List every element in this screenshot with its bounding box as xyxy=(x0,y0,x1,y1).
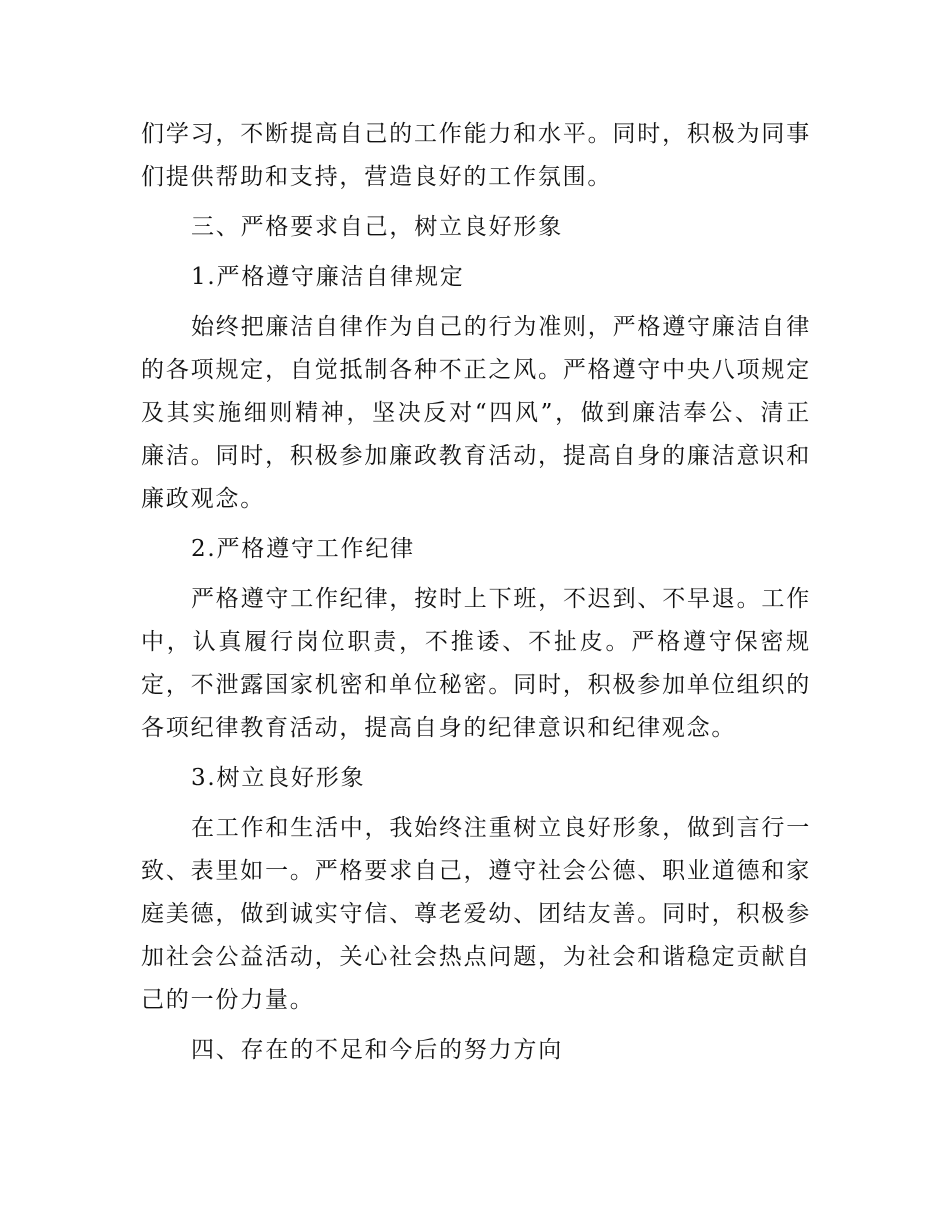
paragraph-line: 各项纪律教育活动，提高自身的纪律意识和纪律观念。 xyxy=(141,715,737,741)
paragraph-line: 廉洁。同时，积极参加廉政教育活动，提高自身的廉洁意识和 xyxy=(141,443,811,469)
paragraph-line: 们提供帮助和支持，营造良好的工作氛围。 xyxy=(141,164,613,190)
paragraph-line: 严格遵守工作纪律，按时上下班，不迟到、不早退。工作 xyxy=(191,586,811,612)
subsection-heading: 3.树立良好形象 xyxy=(191,765,366,791)
document-body xyxy=(141,113,811,1072)
subsection-heading: 1.严格遵守廉洁自律规定 xyxy=(191,264,465,290)
paragraph-line: 廉政观念。 xyxy=(141,486,265,512)
paragraph-line: 中，认真履行岗位职责，不推诿、不扯皮。严格遵守保密规 xyxy=(141,629,811,655)
paragraph-line: 及其实施细则精神，坚决反对“四风”，做到廉洁奉公、清正 xyxy=(141,400,811,426)
paragraph-line: 己的一份力量。 xyxy=(141,987,315,1013)
paragraph-line: 在工作和生活中，我始终注重树立良好形象，做到言行一 xyxy=(191,815,811,841)
paragraph-line: 定，不泄露国家机密和单位秘密。同时，积极参加单位组织的 xyxy=(141,672,811,698)
subsection-heading: 2.严格遵守工作纪律 xyxy=(191,536,415,562)
paragraph-line: 始终把廉洁自律作为自己的行为准则，严格遵守廉洁自律 xyxy=(191,314,811,340)
paragraph-line: 加社会公益活动，关心社会热点问题，为社会和谐稳定贡献自 xyxy=(141,944,811,970)
section-heading: 三、严格要求自己，树立良好形象 xyxy=(191,214,563,240)
section-heading: 四、存在的不足和今后的努力方向 xyxy=(191,1037,563,1063)
paragraph-line: 庭美德，做到诚实守信、尊老爱幼、团结友善。同时，积极参 xyxy=(141,901,811,927)
paragraph-line: 们学习，不断提高自己的工作能力和水平。同时，积极为同事 xyxy=(141,121,811,147)
paragraph-line: 致、表里如一。严格要求自己，遵守社会公德、职业道德和家 xyxy=(141,858,811,884)
paragraph-line: 的各项规定，自觉抵制各种不正之风。严格遵守中央八项规定 xyxy=(141,357,811,383)
